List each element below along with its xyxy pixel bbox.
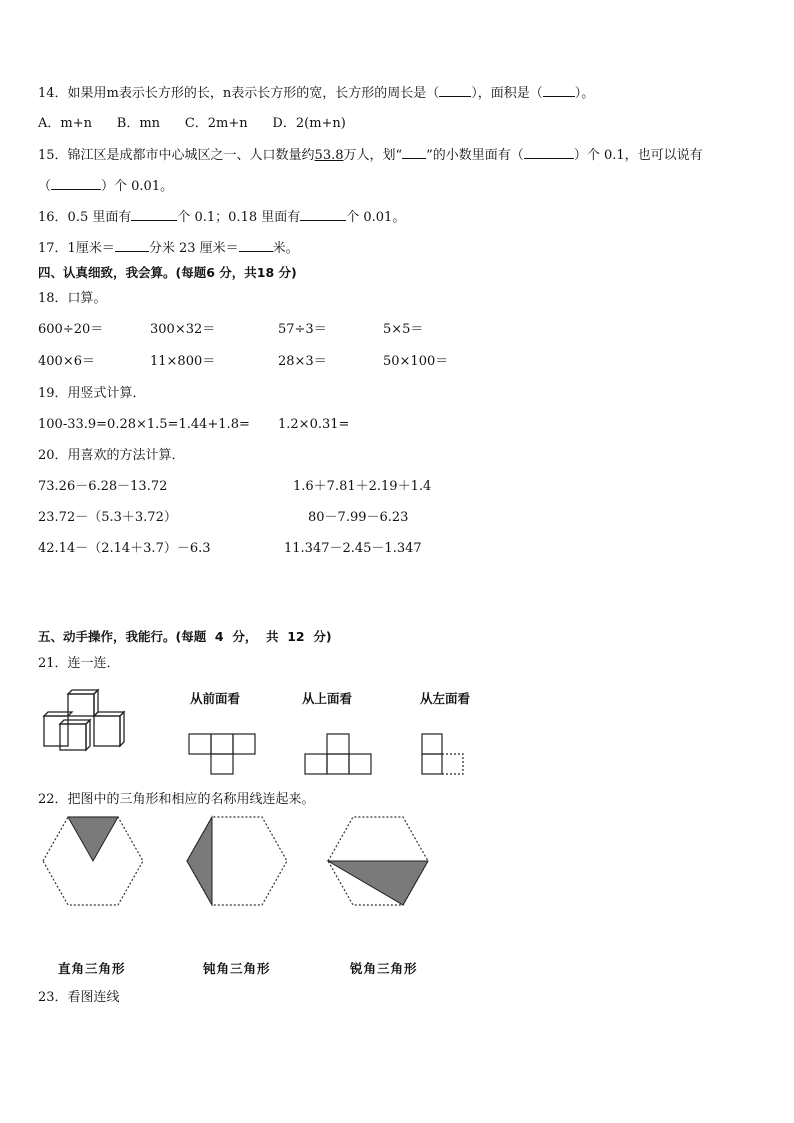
q20-r3-c1: 42.14－（2.14＋3.7）－6.3 — [38, 541, 211, 556]
q14-perimeter-blank[interactable] — [439, 84, 471, 97]
label-acute-triangle: 锐角三角形 — [350, 961, 418, 976]
q18-r2-c4: 50×100＝ — [383, 354, 449, 369]
q15-line2-a: （ — [38, 179, 52, 194]
q20-r2-c1: 23.72－（5.3＋3.72） — [38, 510, 177, 525]
q16-text-a: 16．0.5 里面有 — [38, 210, 132, 225]
view-shape-3 — [421, 733, 465, 775]
q17-text-b: 分米 23 厘米＝ — [148, 241, 239, 256]
q15-text-c: ”的小数里面有（ — [426, 148, 524, 163]
q16-blank-1[interactable] — [131, 208, 177, 221]
q18-r1-c1: 600÷20＝ — [38, 322, 104, 337]
q20-r3-c2: 11.347－2.45－1.347 — [284, 541, 422, 556]
hexagon-figure-1 — [42, 816, 144, 906]
q14-text-a: 14．如果用m表示长方形的长，n表示长方形的宽，长方形的周长是（ — [38, 86, 440, 101]
hexagon-figure-3 — [327, 816, 429, 906]
q15-number: 53.8 — [314, 148, 344, 163]
q19-title: 19．用竖式计算． — [38, 386, 146, 401]
q14-text-c: ）。 — [574, 86, 595, 101]
question-16 — [38, 208, 405, 227]
section-5-title: 五、动手操作，我能行。(每题 4 分， 共 12 分) — [38, 629, 332, 644]
q18-r1-c2: 300×32＝ — [150, 322, 216, 337]
q17-text-a: 17．1厘米＝ — [38, 241, 115, 256]
q14-area-blank[interactable] — [543, 84, 575, 97]
label-obtuse-triangle: 钝角三角形 — [203, 961, 271, 976]
q18-r2-c3: 28×3＝ — [278, 354, 327, 369]
question-17 — [38, 239, 299, 258]
question-14 — [38, 84, 594, 103]
q17-blank-1[interactable] — [115, 239, 149, 252]
cube-stack-figure — [44, 690, 126, 752]
q15-mark-blank — [402, 146, 426, 159]
q17-text-c: 米。 — [272, 241, 299, 256]
view-shape-2 — [304, 733, 372, 775]
q20-r1-c2: 1.6＋7.81＋2.19＋1.4 — [293, 479, 432, 494]
q16-text-b: 个 0.1；0.18 里面有 — [177, 210, 301, 225]
view-label-front: 从前面看 — [190, 691, 241, 706]
hexagon-figure-2 — [186, 816, 288, 906]
q20-r1-c1: 73.26－6.28－13.72 — [38, 479, 168, 494]
q14-options: A．m+n B．mn C．2m+n D．2(m+n) — [38, 116, 346, 131]
question-15 — [38, 146, 703, 165]
q20-title: 20．用喜欢的方法计算． — [38, 448, 185, 463]
q17-blank-2[interactable] — [239, 239, 273, 252]
q20-r2-c2: 80－7.99－6.23 — [308, 510, 409, 525]
q15-text-b: 万人，划“ — [343, 148, 403, 163]
q15-hundredths-blank[interactable] — [51, 177, 101, 190]
view-shape-1 — [188, 733, 256, 775]
q21-title: 21．连一连． — [38, 656, 120, 671]
q18-r1-c3: 57÷3＝ — [278, 322, 327, 337]
q18-r2-c2: 11×800＝ — [150, 354, 216, 369]
section-4-title: 四、认真细致，我会算。(每题6 分，共18 分) — [38, 265, 297, 280]
q19-item-1: 100-33.9=0.28×1.5=1.44+1.8= — [38, 417, 250, 432]
q18-title: 18．口算。 — [38, 291, 107, 306]
q19-item-2: 1.2×0.31= — [278, 417, 350, 432]
q18-r1-c4: 5×5＝ — [383, 322, 424, 337]
q15-text-d: ）个 0.1，也可以说有 — [573, 148, 703, 163]
q15-text-a: 15．锦江区是成都市中心城区之一、人口数量约 — [38, 148, 315, 163]
q14-text-b: ），面积是（ — [471, 86, 543, 101]
q16-text-c: 个 0.01。 — [346, 210, 406, 225]
q15-tenths-blank[interactable] — [524, 146, 574, 159]
q15-line2-b: ）个 0.01。 — [101, 179, 174, 194]
q16-blank-2[interactable] — [300, 208, 346, 221]
q23-title: 23．看图连线 — [38, 990, 120, 1005]
q22-title: 22．把图中的三角形和相应的名称用线连起来。 — [38, 792, 315, 807]
view-label-left: 从左面看 — [420, 691, 471, 706]
question-15-line-2 — [38, 177, 173, 196]
view-label-top: 从上面看 — [302, 691, 353, 706]
q18-r2-c1: 400×6＝ — [38, 354, 95, 369]
label-right-triangle: 直角三角形 — [58, 961, 126, 976]
